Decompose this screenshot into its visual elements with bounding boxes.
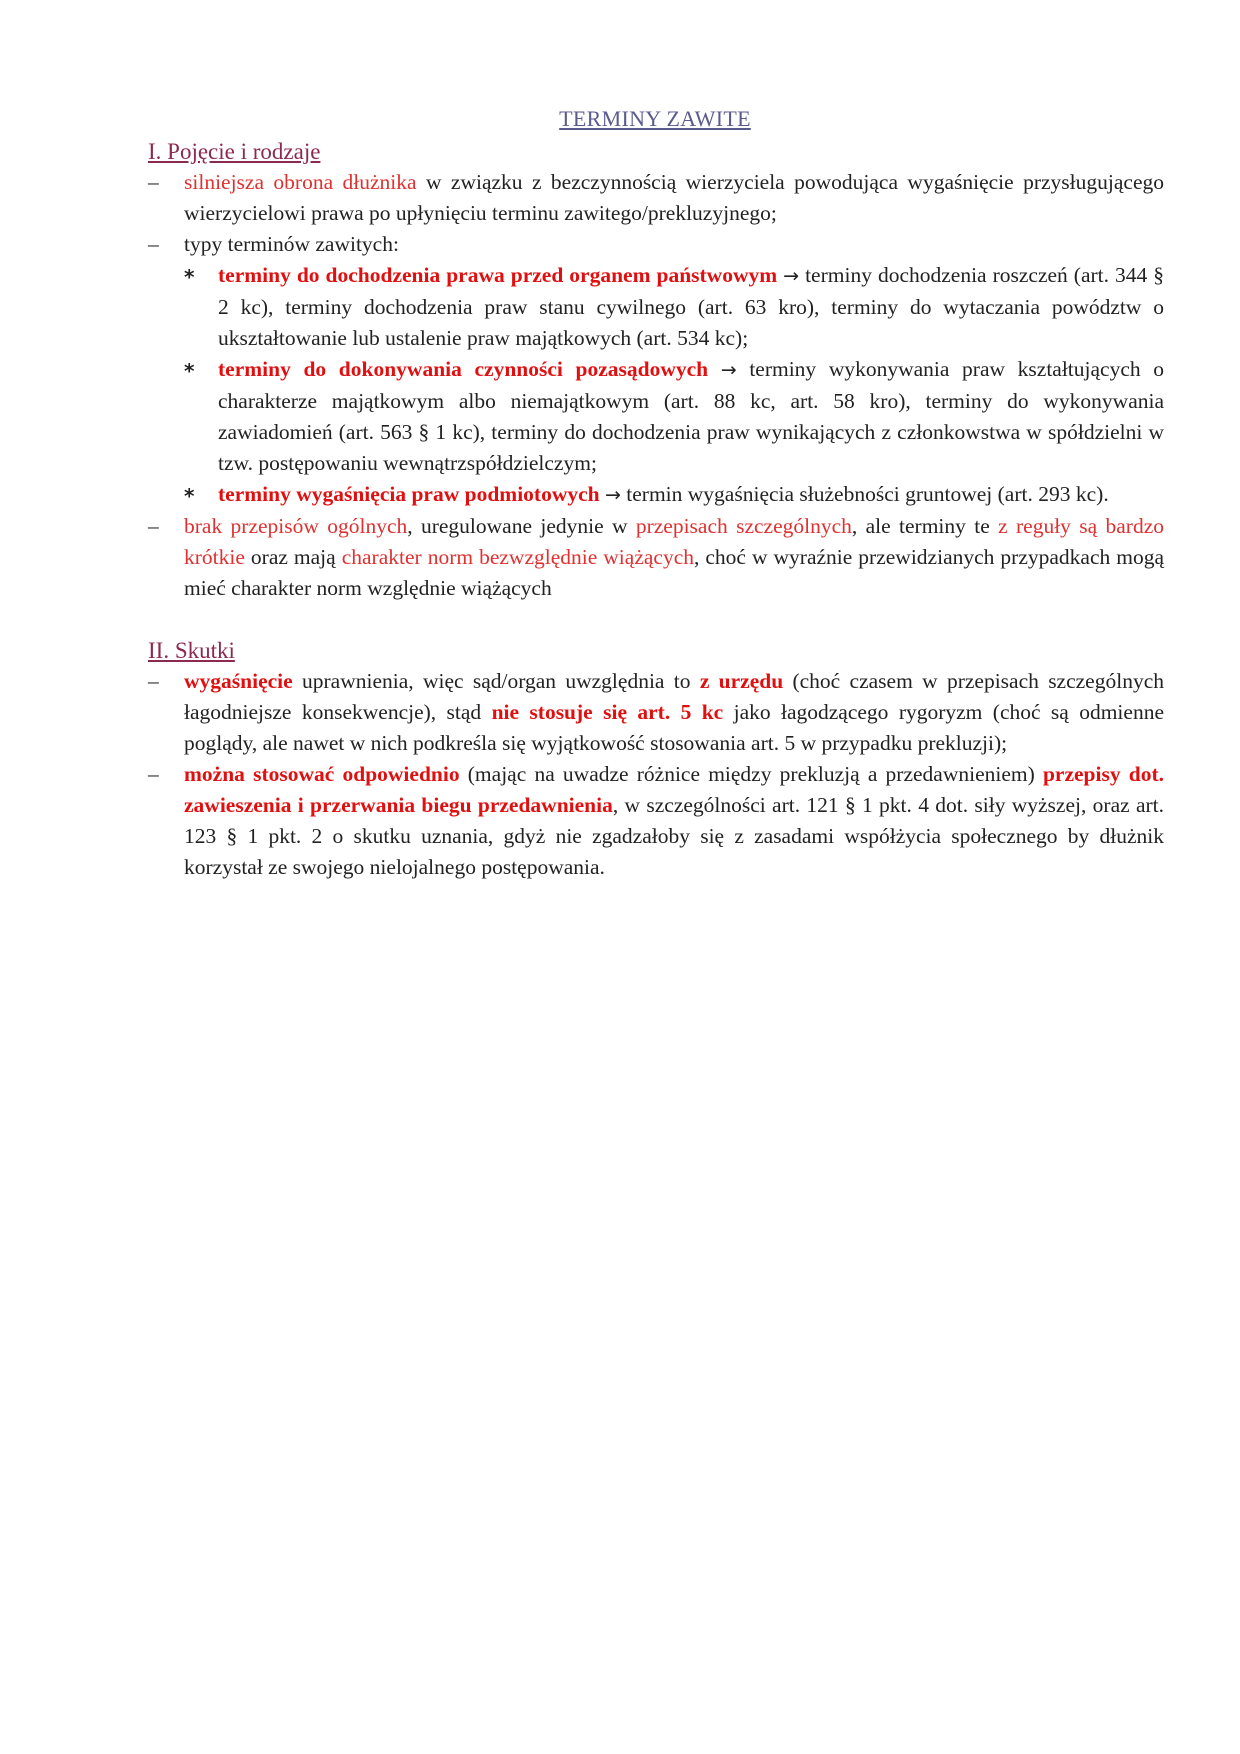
body-text: (mając na uwadze różnice między prekluzją a przedawnieniem) — [459, 762, 1043, 786]
sub-item-1 — [148, 260, 1164, 354]
body-text: (choć czasem w przepisach szczególnych łagodniejsze konsekwencje), stąd — [184, 669, 1164, 724]
bold-highlight: wygaśnięcie — [184, 669, 293, 693]
body-text: w związku z bezczynnością wierzyciela powodująca wygaśnięcie przysługującego wierzycielowi prawa po upłynięciu terminu zawitego/prekluzyjnego; — [184, 170, 1164, 225]
list-item-2-2 — [148, 759, 1164, 883]
bold-highlight: przepisy dot. zawieszenia i przerwania biegu przedawnienia — [184, 762, 1165, 817]
highlight-text: silniejsza obrona dłużnika — [184, 170, 417, 194]
highlight-text: brak przepisów ogólnych — [184, 514, 408, 538]
body-text: jako łagodzącego rygoryzm (choć są odmienne poglądy, ale nawet w nich podkreśla się wyjątkowość stosowania art. 5 w przypadku prekluzji); — [184, 700, 1164, 755]
body-text: typy terminów zawitych: — [184, 232, 399, 256]
bold-highlight: terminy do dochodzenia prawa przed organem państwowym — [218, 263, 778, 287]
star-marker: * — [184, 359, 195, 383]
star-marker: * — [184, 265, 195, 289]
arrow-icon: → — [720, 359, 737, 381]
sub-item-3 — [148, 479, 1164, 511]
body-text: terminy dochodzenia roszczeń (art. 344 § 2 kc), terminy dochodzenia praw stanu cywilnego (art. 63 kro), terminy do wytaczania powództw o ukształtowanie lub ustalenie praw majątkowych (art. 534 kc); — [218, 263, 1164, 350]
body-text: , uregulowane jedynie w — [407, 514, 636, 538]
list-item-1-3 — [148, 511, 1164, 604]
body-text: oraz mają — [244, 545, 342, 569]
section-heading-1: I. Pojęcie i rodzaje — [148, 139, 321, 164]
bold-highlight: nie stosuje się art. 5 kc — [491, 700, 724, 724]
body-text: , ale terminy te — [851, 514, 999, 538]
document-body — [148, 136, 1164, 883]
arrow-icon: → — [604, 484, 621, 506]
bold-highlight: terminy wygaśnięcia praw podmiotowych — [218, 482, 600, 506]
dash-marker: – — [148, 669, 159, 693]
sub-item-2 — [148, 354, 1164, 479]
highlight-text: przepisach szczególnych — [635, 514, 852, 538]
dash-marker: – — [148, 762, 159, 786]
bold-highlight: terminy do dokonywania czynności pozasądowych — [218, 357, 709, 381]
body-text: uprawnienia, więc sąd/organ uwzględnia to — [292, 669, 700, 693]
star-marker: * — [184, 484, 195, 508]
highlight-text: z reguły są bardzo krótkie — [184, 514, 1164, 569]
section-heading-2: II. Skutki — [148, 638, 235, 663]
dash-marker: – — [148, 170, 159, 194]
bold-highlight: z urzędu — [699, 669, 784, 693]
body-text: terminy wykonywania praw kształtujących o charakterze majątkowym albo niemajątkowym (art. 88 kc, art. 58 kro), terminy do wykonywania zawiadomień (art. 563 § 1 kc), terminy do dochodzenia praw wynikających z członkowstwa w spółdzielni w tzw. postępowaniu wewnątrzspółdzielczym; — [218, 357, 1165, 475]
dash-marker: – — [148, 232, 159, 256]
list-item-1-2 — [148, 229, 1164, 260]
arrow-icon: → — [783, 265, 800, 287]
body-text: termin wygaśnięcia służebności gruntowej (art. 293 kc). — [620, 482, 1109, 506]
dash-marker: – — [148, 514, 159, 538]
body-text: , choć w wyraźnie przewidzianych przypadkach mogą mieć charakter norm względnie wiążących — [184, 545, 1165, 600]
list-item-1-1 — [148, 167, 1164, 229]
list-item-2-1 — [148, 666, 1164, 759]
bold-highlight: można stosować odpowiednio — [184, 762, 460, 786]
body-text: , w szczególności art. 121 § 1 pkt. 4 dot. siły wyższej, oraz art. 123 § 1 pkt. 2 o skutku uznania, gdyż nie zgadzałoby się z zasadami współżycia społecznego by dłużnik korzystał ze swojego nielojalnego postępowania. — [184, 793, 1164, 879]
document-title: TERMINY ZAWITE — [559, 106, 751, 131]
highlight-text: charakter norm bezwzględnie wiążących — [341, 545, 694, 569]
